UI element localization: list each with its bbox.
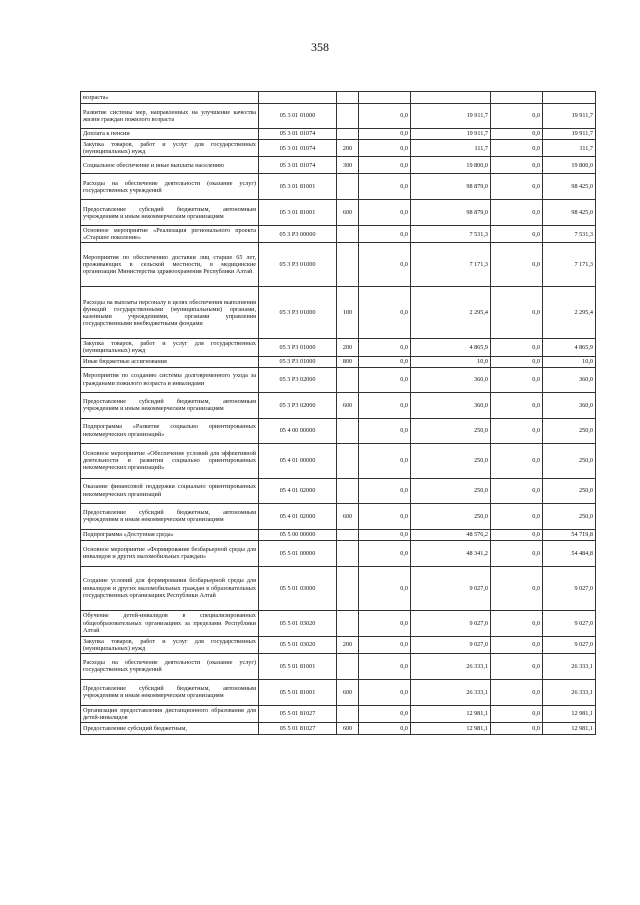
- row-value-c: 0,0: [491, 104, 543, 129]
- row-name: Мероприятия по обеспечению доставки лиц старше 65 лет, проживающих в сельской местности, в медицинские организации Министерства здравоохранения Республики Алтай: [81, 243, 259, 287]
- row-name: Предоставление субсидий бюджетным, автономным учреждениям и иным некоммерческим организациям: [81, 200, 259, 226]
- row-name: Предоставление субсидий бюджетным, автономным учреждениям и иным некоммерческим организациям: [81, 503, 259, 529]
- row-value-b: 250,0: [411, 478, 491, 503]
- row-code: 05 5 01 81027: [259, 705, 337, 722]
- row-name: Подпрограмма «Развитие социально ориентированных некоммерческих организаций»: [81, 418, 259, 443]
- table-row: [81, 478, 596, 503]
- row-code: 05 3 P3 01000: [259, 243, 337, 287]
- row-value-b: 9 027,0: [411, 610, 491, 636]
- row-value-a: 0,0: [359, 243, 411, 287]
- row-value-c: 0,0: [491, 157, 543, 174]
- row-vr-code: [337, 540, 359, 566]
- row-value-a: 0,0: [359, 478, 411, 503]
- table-row: [81, 200, 596, 226]
- row-name: Предоставление субсидий бюджетным, автономным учреждениям и иным некоммерческим организациям: [81, 392, 259, 418]
- row-value-c: 0,0: [491, 636, 543, 653]
- row-name: Обучение детей-инвалидов в специализированных общеобразовательных организациях за пределами Республики Алтай: [81, 610, 259, 636]
- row-value-c: 0,0: [491, 367, 543, 392]
- row-value-a: 0,0: [359, 104, 411, 129]
- row-name: возраста»: [81, 92, 259, 104]
- table-row: [81, 418, 596, 443]
- row-value-b: 9 027,0: [411, 636, 491, 653]
- row-vr-code: [337, 610, 359, 636]
- row-code: 05 3 P3 02000: [259, 367, 337, 392]
- row-name: Доплата к пенсии: [81, 129, 259, 140]
- row-value-c: 0,0: [491, 243, 543, 287]
- row-code: 05 5 01 03000: [259, 566, 337, 610]
- table-row: [81, 540, 596, 566]
- row-name: Расходы на обеспечение деятельности (оказание услуг) государственных учреждений: [81, 174, 259, 200]
- row-value-d: 54 719,8: [543, 529, 596, 540]
- row-name: Предоставление субсидий бюджетным, автономным учреждениям и иным некоммерческим организациям: [81, 679, 259, 705]
- table-row: [81, 92, 596, 104]
- row-value-c: 0,0: [491, 540, 543, 566]
- table-row: [81, 636, 596, 653]
- row-vr-code: 100: [337, 287, 359, 339]
- row-value-b: 250,0: [411, 443, 491, 478]
- row-value-b: 26 333,1: [411, 653, 491, 679]
- row-code: 05 3 P3 01000: [259, 356, 337, 367]
- row-vr-code: [337, 653, 359, 679]
- row-code: 05 3 01 81001: [259, 174, 337, 200]
- row-value-d: 250,0: [543, 418, 596, 443]
- table-row: [81, 157, 596, 174]
- row-value-c: 0,0: [491, 200, 543, 226]
- row-value-c: 0,0: [491, 339, 543, 356]
- row-vr-code: [337, 705, 359, 722]
- row-value-a: 0,0: [359, 287, 411, 339]
- row-code: 05 4 01 00000: [259, 443, 337, 478]
- row-name: Создание условий для формирования безбарьерной среды для инвалидов и других маломобильных граждан в образовательных государственных организациях Республики Алтай: [81, 566, 259, 610]
- row-name: Основное мероприятие «Реализация регионального проекта «Старшее поколение»: [81, 226, 259, 243]
- row-vr-code: [337, 418, 359, 443]
- row-vr-code: [337, 243, 359, 287]
- row-value-a: 0,0: [359, 610, 411, 636]
- row-value-b: 7 531,3: [411, 226, 491, 243]
- row-name: Организация предоставления дистанционного образования для детей-инвалидов: [81, 705, 259, 722]
- row-value-b: 2 295,4: [411, 287, 491, 339]
- row-value-a: 0,0: [359, 200, 411, 226]
- row-value-b: 19 911,7: [411, 129, 491, 140]
- row-code: 05 3 01 81001: [259, 200, 337, 226]
- row-value-d: 4 865,9: [543, 339, 596, 356]
- row-value-a: 0,0: [359, 174, 411, 200]
- row-code: 05 4 01 02000: [259, 503, 337, 529]
- row-name: Основное мероприятие «Обеспечение условий для эффективной деятельности и развития социально ориентированных некоммерческих организаций»: [81, 443, 259, 478]
- row-value-c: 0,0: [491, 356, 543, 367]
- row-name: Иные бюджетные ассигнования: [81, 356, 259, 367]
- row-vr-code: 200: [337, 140, 359, 157]
- table-row: [81, 243, 596, 287]
- row-value-d: 250,0: [543, 443, 596, 478]
- row-code: 05 3 01 01000: [259, 104, 337, 129]
- row-value-d: 7 531,3: [543, 226, 596, 243]
- row-code: 05 3 01 01074: [259, 129, 337, 140]
- row-vr-code: 600: [337, 679, 359, 705]
- row-value-d: 9 027,0: [543, 566, 596, 610]
- table-row: [81, 104, 596, 129]
- row-value-d: [543, 92, 596, 104]
- row-vr-code: [337, 529, 359, 540]
- budget-table-body: [81, 92, 596, 735]
- row-value-a: 0,0: [359, 653, 411, 679]
- row-code: 05 5 01 03020: [259, 610, 337, 636]
- row-code: 05 3 01 01074: [259, 157, 337, 174]
- row-vr-code: [337, 566, 359, 610]
- row-value-d: 26 333,1: [543, 679, 596, 705]
- row-value-a: [359, 92, 411, 104]
- row-value-c: 0,0: [491, 529, 543, 540]
- row-code: 05 3 01 01074: [259, 140, 337, 157]
- row-value-c: [491, 92, 543, 104]
- row-value-a: 0,0: [359, 529, 411, 540]
- row-vr-code: [337, 226, 359, 243]
- row-value-a: 0,0: [359, 636, 411, 653]
- row-value-d: 111,7: [543, 140, 596, 157]
- row-value-c: 0,0: [491, 566, 543, 610]
- row-value-b: 26 333,1: [411, 679, 491, 705]
- row-code: [259, 92, 337, 104]
- table-row: [81, 367, 596, 392]
- row-value-b: 9 027,0: [411, 566, 491, 610]
- row-code: 05 4 01 02000: [259, 478, 337, 503]
- row-value-c: 0,0: [491, 418, 543, 443]
- row-value-a: 0,0: [359, 722, 411, 734]
- row-value-d: 360,0: [543, 392, 596, 418]
- row-value-a: 0,0: [359, 140, 411, 157]
- row-value-d: 360,0: [543, 367, 596, 392]
- row-value-c: 0,0: [491, 287, 543, 339]
- row-value-a: 0,0: [359, 392, 411, 418]
- row-value-b: 7 171,3: [411, 243, 491, 287]
- row-vr-code: 600: [337, 392, 359, 418]
- row-value-b: 250,0: [411, 503, 491, 529]
- row-code: 05 5 01 00000: [259, 540, 337, 566]
- row-value-c: 0,0: [491, 503, 543, 529]
- table-row: [81, 610, 596, 636]
- row-vr-code: [337, 129, 359, 140]
- row-value-d: 7 171,3: [543, 243, 596, 287]
- row-code: 05 3 P3 02000: [259, 392, 337, 418]
- row-value-c: 0,0: [491, 174, 543, 200]
- row-value-d: 9 027,0: [543, 636, 596, 653]
- table-row: [81, 503, 596, 529]
- row-value-b: 4 865,9: [411, 339, 491, 356]
- row-name: Социальное обеспечение и иные выплаты населению: [81, 157, 259, 174]
- row-value-a: 0,0: [359, 503, 411, 529]
- row-code: 05 5 01 81001: [259, 653, 337, 679]
- table-row: [81, 287, 596, 339]
- page-number: 358: [311, 40, 329, 54]
- table-row: [81, 679, 596, 705]
- row-vr-code: 600: [337, 200, 359, 226]
- row-value-a: 0,0: [359, 540, 411, 566]
- row-value-d: 12 981,1: [543, 722, 596, 734]
- table-row: [81, 356, 596, 367]
- row-value-b: 48 341,2: [411, 540, 491, 566]
- row-value-a: 0,0: [359, 157, 411, 174]
- row-name: Закупка товаров, работ и услуг для государственных (муниципальных) нужд: [81, 339, 259, 356]
- row-value-b: 98 879,0: [411, 200, 491, 226]
- row-vr-code: [337, 443, 359, 478]
- row-value-c: 0,0: [491, 610, 543, 636]
- table-row: [81, 722, 596, 734]
- row-value-c: 0,0: [491, 722, 543, 734]
- table-row: [81, 705, 596, 722]
- table-row: [81, 392, 596, 418]
- row-value-d: 9 027,0: [543, 610, 596, 636]
- budget-table: [80, 91, 596, 735]
- row-value-a: 0,0: [359, 339, 411, 356]
- row-value-a: 0,0: [359, 226, 411, 243]
- row-name: Расходы на обеспечение деятельности (оказание услуг) государственных учреждений: [81, 653, 259, 679]
- row-value-b: 12 981,1: [411, 705, 491, 722]
- row-name: Подпрограмма «Доступная среда»: [81, 529, 259, 540]
- row-value-b: 98 879,0: [411, 174, 491, 200]
- row-value-b: 48 576,2: [411, 529, 491, 540]
- row-value-b: 360,0: [411, 367, 491, 392]
- row-value-b: 250,0: [411, 418, 491, 443]
- row-code: 05 3 P3 00000: [259, 226, 337, 243]
- row-vr-code: [337, 104, 359, 129]
- row-value-a: 0,0: [359, 418, 411, 443]
- row-value-b: [411, 92, 491, 104]
- row-value-a: 0,0: [359, 367, 411, 392]
- row-name: Оказание финансовой поддержки социально ориентированных некоммерческих организаций: [81, 478, 259, 503]
- row-value-d: 2 295,4: [543, 287, 596, 339]
- row-vr-code: 200: [337, 339, 359, 356]
- row-code: 05 5 01 81001: [259, 679, 337, 705]
- table-row: [81, 653, 596, 679]
- row-value-c: 0,0: [491, 443, 543, 478]
- row-vr-code: [337, 92, 359, 104]
- row-value-d: 54 484,8: [543, 540, 596, 566]
- row-code: 05 5 01 81027: [259, 722, 337, 734]
- row-vr-code: 200: [337, 636, 359, 653]
- row-value-a: 0,0: [359, 705, 411, 722]
- row-value-c: 0,0: [491, 653, 543, 679]
- row-value-b: 111,7: [411, 140, 491, 157]
- row-value-b: 19 911,7: [411, 104, 491, 129]
- row-code: 05 4 00 00000: [259, 418, 337, 443]
- table-row: [81, 174, 596, 200]
- row-value-c: 0,0: [491, 140, 543, 157]
- row-value-c: 0,0: [491, 392, 543, 418]
- row-vr-code: 300: [337, 157, 359, 174]
- row-value-a: 0,0: [359, 356, 411, 367]
- row-name: Мероприятия по созданию системы долговременного ухода за гражданами пожилого возраста и инвалидами: [81, 367, 259, 392]
- table-row: [81, 529, 596, 540]
- row-value-a: 0,0: [359, 129, 411, 140]
- row-value-d: 98 425,0: [543, 200, 596, 226]
- row-value-d: 19 911,7: [543, 129, 596, 140]
- row-vr-code: 600: [337, 503, 359, 529]
- row-value-d: 98 425,0: [543, 174, 596, 200]
- row-value-d: 10,0: [543, 356, 596, 367]
- row-value-b: 10,0: [411, 356, 491, 367]
- row-value-a: 0,0: [359, 566, 411, 610]
- table-row: [81, 339, 596, 356]
- row-value-a: 0,0: [359, 443, 411, 478]
- row-vr-code: [337, 174, 359, 200]
- row-value-d: 250,0: [543, 478, 596, 503]
- table-row: [81, 443, 596, 478]
- row-name: Закупка товаров, работ и услуг для государственных (муниципальных) нужд: [81, 140, 259, 157]
- row-code: 05 3 P3 01000: [259, 287, 337, 339]
- row-name: Основное мероприятие «Формирование безбарьерной среды для инвалидов и других маломобильных граждан»: [81, 540, 259, 566]
- row-value-c: 0,0: [491, 679, 543, 705]
- row-value-d: 250,0: [543, 503, 596, 529]
- row-value-c: 0,0: [491, 705, 543, 722]
- row-name: Развитие системы мер, направленных на улучшение качества жизни граждан пожилого возраста: [81, 104, 259, 129]
- row-value-b: 19 800,0: [411, 157, 491, 174]
- row-code: 05 3 P3 01000: [259, 339, 337, 356]
- row-value-d: 19 800,0: [543, 157, 596, 174]
- row-vr-code: 600: [337, 722, 359, 734]
- row-value-c: 0,0: [491, 226, 543, 243]
- row-vr-code: [337, 478, 359, 503]
- row-name: Предоставление субсидий бюджетным,: [81, 722, 259, 734]
- table-row: [81, 226, 596, 243]
- row-code: 05 5 01 03020: [259, 636, 337, 653]
- table-row: [81, 140, 596, 157]
- row-value-d: 26 333,1: [543, 653, 596, 679]
- row-value-b: 360,0: [411, 392, 491, 418]
- row-value-c: 0,0: [491, 129, 543, 140]
- row-value-b: 12 981,1: [411, 722, 491, 734]
- row-vr-code: [337, 367, 359, 392]
- row-name: Закупка товаров, работ и услуг для государственных (муниципальных) нужд: [81, 636, 259, 653]
- table-row: [81, 129, 596, 140]
- row-name: Расходы на выплаты персоналу в целях обеспечения выполнения функций государственными (муниципальными) органами, казенными учреждениями, органами управления государственными внебюджетными фондами: [81, 287, 259, 339]
- row-value-d: 12 981,1: [543, 705, 596, 722]
- row-vr-code: 800: [337, 356, 359, 367]
- row-value-a: 0,0: [359, 679, 411, 705]
- row-value-c: 0,0: [491, 478, 543, 503]
- row-code: 05 5 00 00000: [259, 529, 337, 540]
- row-value-d: 19 911,7: [543, 104, 596, 129]
- table-row: [81, 566, 596, 610]
